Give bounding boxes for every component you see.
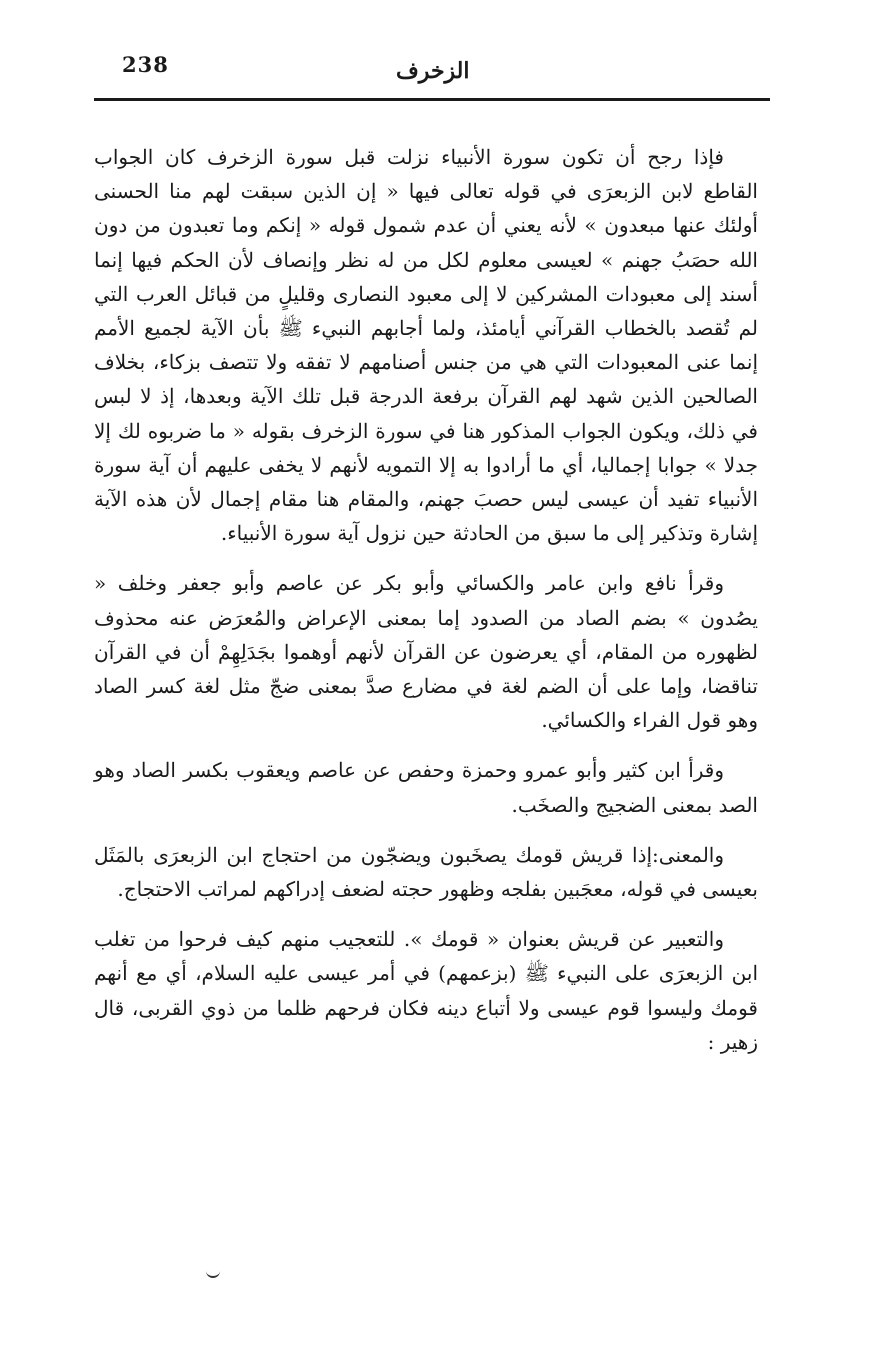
paragraph-3: وقرأ ابن كثير وأبو عمرو وحمزة وحفص عن عاصم ويعقوب بكسر الصاد وهو الصد بمعنى الضجيج والصخَب. (94, 758, 758, 817)
paragraph-5: والتعبير عن قريش بعنوان « قومك ». للتعجيب منهم كيف فرحوا من تغلب ابن الزبعرَى على النبيء ﷺ (بزعمهم) في أمر عيسى عليه السلام، أي مع أنهم قومك وليسوا قوم عيسى ولا أتباع دينه فكان فرحهم ظلما من ذوي القربى، قال زهير : (94, 927, 758, 1054)
running-title: الزخرف (396, 58, 470, 84)
ink-mark (206, 1270, 220, 1278)
body-text (94, 140, 758, 1059)
paragraph-1: فإذا رجح أن تكون سورة الأنبياء نزلت قبل سورة الزخرف كان الجواب القاطع لابن الزبعرَى في قوله تعالى فيها « إن الذين سبقت لهم منا الحسنى أولئك عنها مبعدون » لأنه يعني أن عدم شمول قوله « إنكم وما تعبدون من دون الله حصَبُ جهنم » لعيسى معلوم لكل من له نظر وإنصاف لأن الحكم فيها إنما أسند إلى معبودات المشركين لا إلى معبود النصارى وقليلٍ من قبائل العرب التي لم تُقصد بالخطاب القرآني أيامئذ، ولما أجابهم النبيء ﷺ بأن الآية لجميع الأمم إنما عنى المعبودات التي هي من جنس أصنامهم لا تفقه ولا تتصف بزكاء، بخلاف الصالحين الذين شهد لهم القرآن برفعة الدرجة قبل تلك الآية وبعدها، إذ لا لبس في ذلك، ويكون الجواب المذكور هنا في سورة الزخرف بقوله « ما ضربوه لك إلا جدلا » جوابا إجماليا، أي ما أرادوا به إلا التمويه لأنهم لا يخفى عليهم أن آية سورة الأنبياء تفيد أن عيسى ليس حصبَ جهنم، والمقام هنا مقام إجمال لأن هذه الآية إشارة وتذكير إلى ما سبق من الحادثة حين نزول آية سورة الأنبياء. (94, 145, 758, 546)
header-rule (94, 98, 770, 101)
page-number: 238 (122, 52, 169, 77)
paragraph-4: والمعنى:إذا قريش قومك يصخَبون ويضجّون من احتجاج ابن الزبعرَى بالمَثَل بعيسى في قوله، معجَبين بفلجه وظهور حجته لضعف إدراكهم لمراتب الاحتجاج. (94, 842, 758, 902)
paragraph-2: وقرأ نافع وابن عامر والكسائي وأبو بكر عن عاصم وأبو جعفر وخلف « يصُدون » بضم الصاد من الصدود إما بمعنى الإعراض والمُعرَض عنه محذوف لظهوره من المقام، أي يعرضون عن القرآن لأنهم أوهموا بجَدَلِهِمْ أن في القرآن تناقضا، وإما على أن الضم لغة في مضارع صدَّ بمعنى ضجّ مثل لغة كسر الصاد وهو قول الفراء والكسائي. (94, 571, 758, 733)
